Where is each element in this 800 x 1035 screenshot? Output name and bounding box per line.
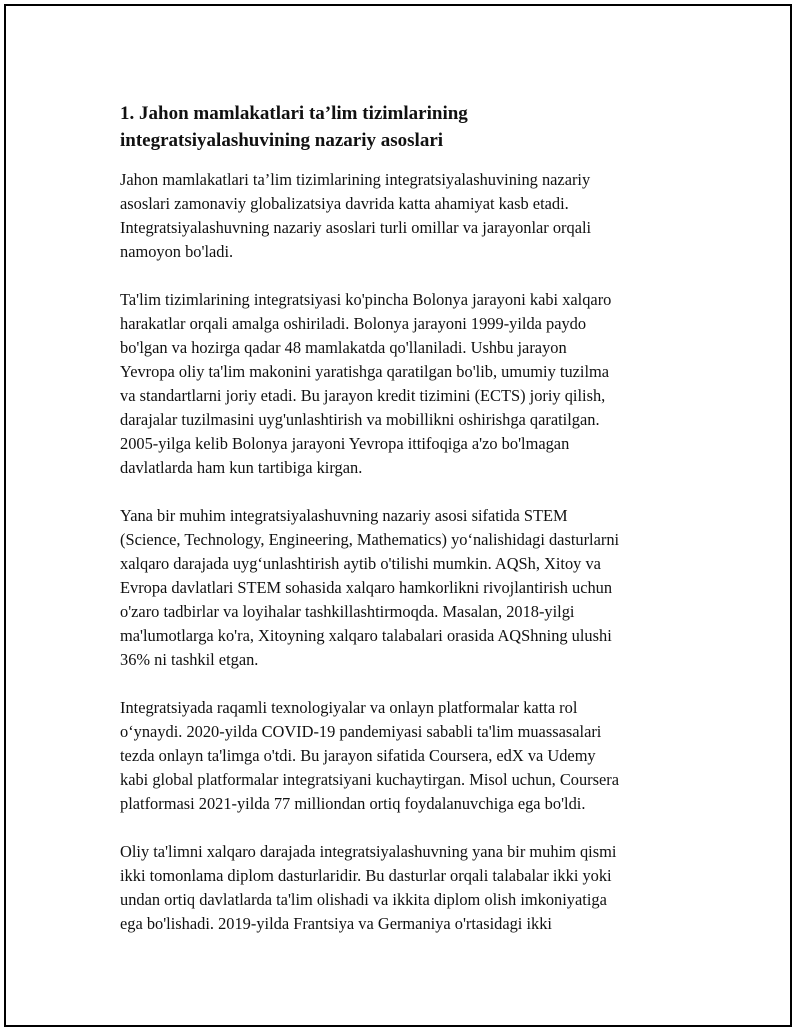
paragraph-line: va standartlarni joriy etadi. Bu jarayon kredit tizimini (ECTS) joriy qilish,: [120, 386, 606, 405]
paragraph-line: Yana bir muhim integratsiyalashuvning nazariy asosi sifatida STEM: [120, 506, 568, 525]
page-frame: [4, 4, 792, 1027]
paragraph-line: xalqaro darajada uyg‘unlashtirish aytib o'tilishi mumkin. AQSh, Xitoy va: [120, 554, 601, 573]
section-heading-line-1: 1. Jahon mamlakatlari ta’lim tizimlarining: [120, 103, 468, 124]
paragraph-1: [120, 168, 680, 264]
paragraph-line: namoyon bo'ladi.: [120, 242, 234, 261]
paragraph-line: Integratsiyada raqamli texnologiyalar va onlayn platformalar katta rol: [120, 698, 578, 717]
section-heading-line-2: integratsiyalashuvining nazariy asoslari: [120, 130, 444, 151]
paragraph-line: Jahon mamlakatlari ta’lim tizimlarining integratsiyalashuvining nazariy: [120, 170, 591, 189]
paragraph-line: o'zaro tadbirlar va loyihalar tashkillashtirmoqda. Masalan, 2018-yilgi: [120, 602, 575, 621]
paragraph-line: davlatlarda ham kun tartibiga kirgan.: [120, 458, 363, 477]
paragraph-line: darajalar tuzilmasini uyg'unlashtirish va mobillikni oshirishga qaratilgan.: [120, 410, 600, 429]
paragraph-line: tezda onlayn ta'limga o'tdi. Bu jarayon sifatida Coursera, edX va Udemy: [120, 746, 596, 765]
paragraph-line: Evropa davlatlari STEM sohasida xalqaro hamkorlikni rivojlantirish uchun: [120, 578, 613, 597]
paragraph-line: asoslari zamonaviy globalizatsiya davrida katta ahamiyat kasb etadi.: [120, 194, 569, 213]
paragraph-line: ega bo'lishadi. 2019-yilda Frantsiya va Germaniya o'rtasidagi ikki: [120, 914, 552, 933]
paragraph-line: ma'lumotlarga ko'ra, Xitoyning xalqaro talabalari orasida AQShning ulushi: [120, 626, 612, 645]
paragraph-line: 36% ni tashkil etgan.: [120, 650, 259, 669]
paragraph-line: ikki tomonlama diplom dasturlaridir. Bu dasturlar orqali talabalar ikki yoki: [120, 866, 612, 885]
paragraph-line: Ta'lim tizimlarining integratsiyasi ko'pincha Bolonya jarayoni kabi xalqaro: [120, 290, 612, 309]
paragraph-line: o‘ynaydi. 2020-yilda COVID-19 pandemiyasi sababli ta'lim muassasalari: [120, 722, 602, 741]
paragraph-line: harakatlar orqali amalga oshiriladi. Bolonya jarayoni 1999-yilda paydo: [120, 314, 587, 333]
paragraph-line: undan ortiq davlatlarda ta'lim olishadi va ikkita diplom olish imkoniyatiga: [120, 890, 607, 909]
paragraph-line: 2005-yilga kelib Bolonya jarayoni Yevropa ittifoqiga a'zo bo'lmagan: [120, 434, 570, 453]
paragraph-line: kabi global platformalar integratsiyani kuchaytirgan. Misol uchun, Coursera: [120, 770, 620, 789]
paragraph-line: platformasi 2021-yilda 77 milliondan ortiq foydalanuvchiga ega bo'ldi.: [120, 794, 586, 813]
document-body: [120, 100, 680, 960]
paragraph-4: [120, 696, 680, 816]
paragraph-line: (Science, Technology, Engineering, Mathematics) yo‘nalishidagi dasturlarni: [120, 530, 620, 549]
section-heading: [120, 100, 680, 154]
paragraph-5: [120, 840, 680, 936]
paragraph-line: Integratsiyalashuvning nazariy asoslari turli omillar va jarayonlar orqali: [120, 218, 592, 237]
paragraph-line: Yevropa oliy ta'lim makonini yaratishga qaratilgan bo'lib, umumiy tuzilma: [120, 362, 610, 381]
paragraph-line: bo'lgan va hozirga qadar 48 mamlakatda qo'llaniladi. Ushbu jarayon: [120, 338, 567, 357]
paragraph-3: [120, 504, 680, 672]
paragraph-2: [120, 288, 680, 480]
paragraph-line: Oliy ta'limni xalqaro darajada integratsiyalashuvning yana bir muhim qismi: [120, 842, 617, 861]
